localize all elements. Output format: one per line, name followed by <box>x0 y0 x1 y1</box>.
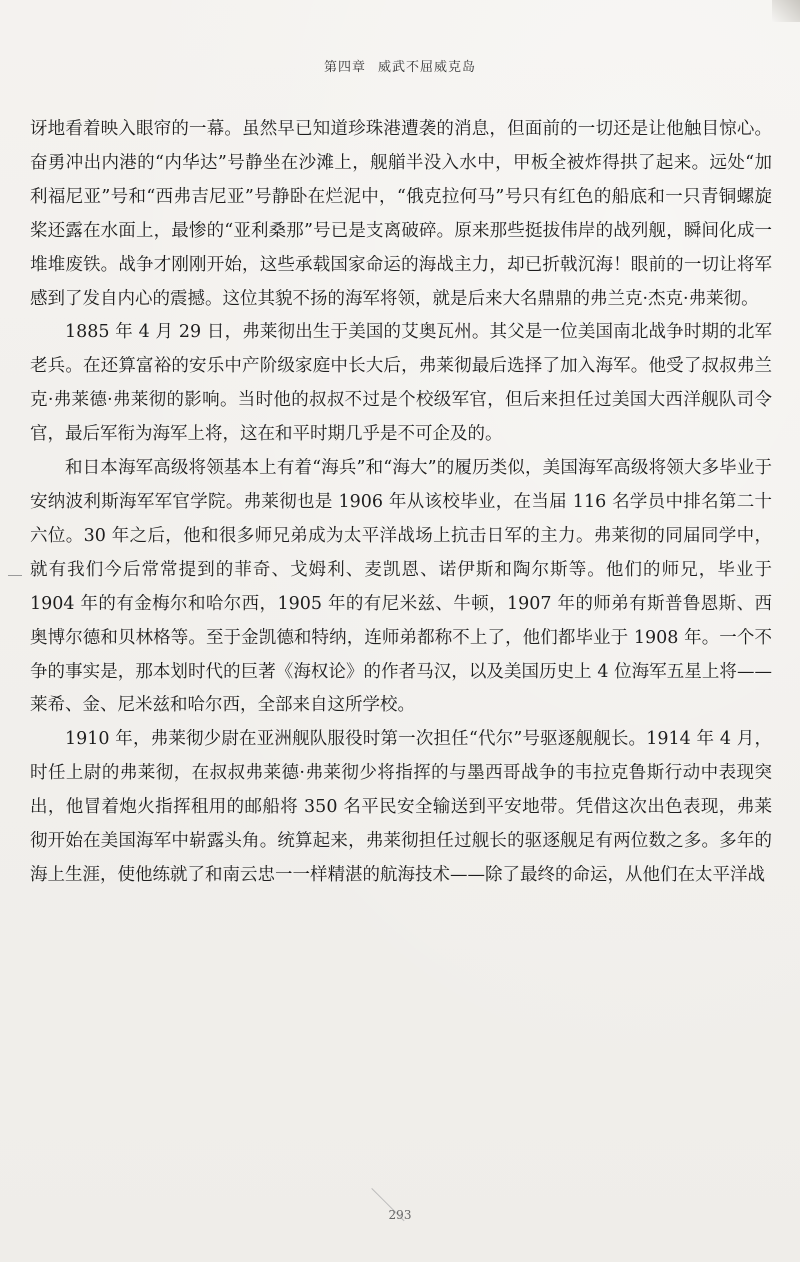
paragraph-4: 1910 年，弗莱彻少尉在亚洲舰队服役时第一次担任“代尔”号驱逐舰舰长。1914 年 4 月，时任上尉的弗莱彻，在叔叔弗莱德·弗莱彻少将指挥的与墨西哥战争的韦拉克鲁斯行动中表现突出，他冒着炮火指挥租用的邮船将 350 名平民安全输送到平安地带。凭借这次出色表现，弗莱彻开始在美国海军中崭露头角。统算起来，弗莱彻担任过舰长的驱逐舰足有两位数之多。多年的海上生涯，使他练就了和南云忠一一样精湛的航海技术——除了最终的命运，从他们在太平洋战 <box>30 729 772 885</box>
running-header <box>0 56 800 75</box>
page-corner-shadow <box>772 0 800 22</box>
page-number: 293 <box>388 1208 412 1222</box>
body-text <box>30 113 772 893</box>
chapter-label: 第四章 <box>323 60 366 75</box>
paragraph-1: 讶地看着映入眼帘的一幕。虽然早已知道珍珠港遭袭的消息，但面前的一切还是让他触目惊心。奋勇冲出内港的“内华达”号静坐在沙滩上，舰艏半没入水中，甲板全被炸得拱了起来。远处“加利福尼亚”号和“西弗吉尼亚”号静卧在烂泥中，“俄克拉何马”号只有红色的船底和一只青铜螺旋桨还露在水面上，最惨的“亚利桑那”号已是支离破碎。原来那些挺拔伟岸的战列舰，瞬间化成一堆堆废铁。战争才刚刚开始，这些承载国家命运的海战主力，却已折戟沉海！眼前的一切让将军感到了发自内心的震撼。这位其貌不扬的海军将领，就是后来大名鼎鼎的弗兰克·杰克·弗莱彻。 <box>30 119 772 309</box>
chapter-title: 威武不屈威克岛 <box>378 60 477 75</box>
paragraph-3: 和日本海军高级将领基本上有着“海兵”和“海大”的履历类似，美国海军高级将领大多毕业于安纳波利斯海军军官学院。弗莱彻也是 1906 年从该校毕业，在当届 116 名学员中排名第二十六位。30 年之后，他和很多师兄弟成为太平洋战场上抗击日军的主力。弗莱彻的同届同学中，就有我们今后常常提到的菲奇、戈姆利、麦凯恩、诺伊斯和陶尔斯等。他们的师兄，毕业于 1904 年的有金梅尔和哈尔西，1905 年的有尼米兹、牛顿，1907 年的师弟有斯普鲁恩斯、西奥博尔德和贝林格等。至于金凯德和特纳，连师弟都称不上了，他们都毕业于 1908 年。一个不争的事实是，那本划时代的巨著《海权论》的作者马汉，以及美国历史上 4 位海军五星上将——莱希、金、尼米兹和哈尔西，全部来自这所学校。 <box>30 458 772 716</box>
scan-artifact-mark <box>8 575 22 576</box>
paragraph-2: 1885 年 4 月 29 日，弗莱彻出生于美国的艾奥瓦州。其父是一位美国南北战争时期的北军老兵。在还算富裕的安乐中产阶级家庭中长大后，弗莱彻最后选择了加入海军。他受了叔叔弗兰克·弗莱德·弗莱彻的影响。当时他的叔叔不过是个校级军官，但后来担任过美国大西洋舰队司令官，最后军衔为海军上将，这在和平时期几乎是不可企及的。 <box>30 322 772 445</box>
